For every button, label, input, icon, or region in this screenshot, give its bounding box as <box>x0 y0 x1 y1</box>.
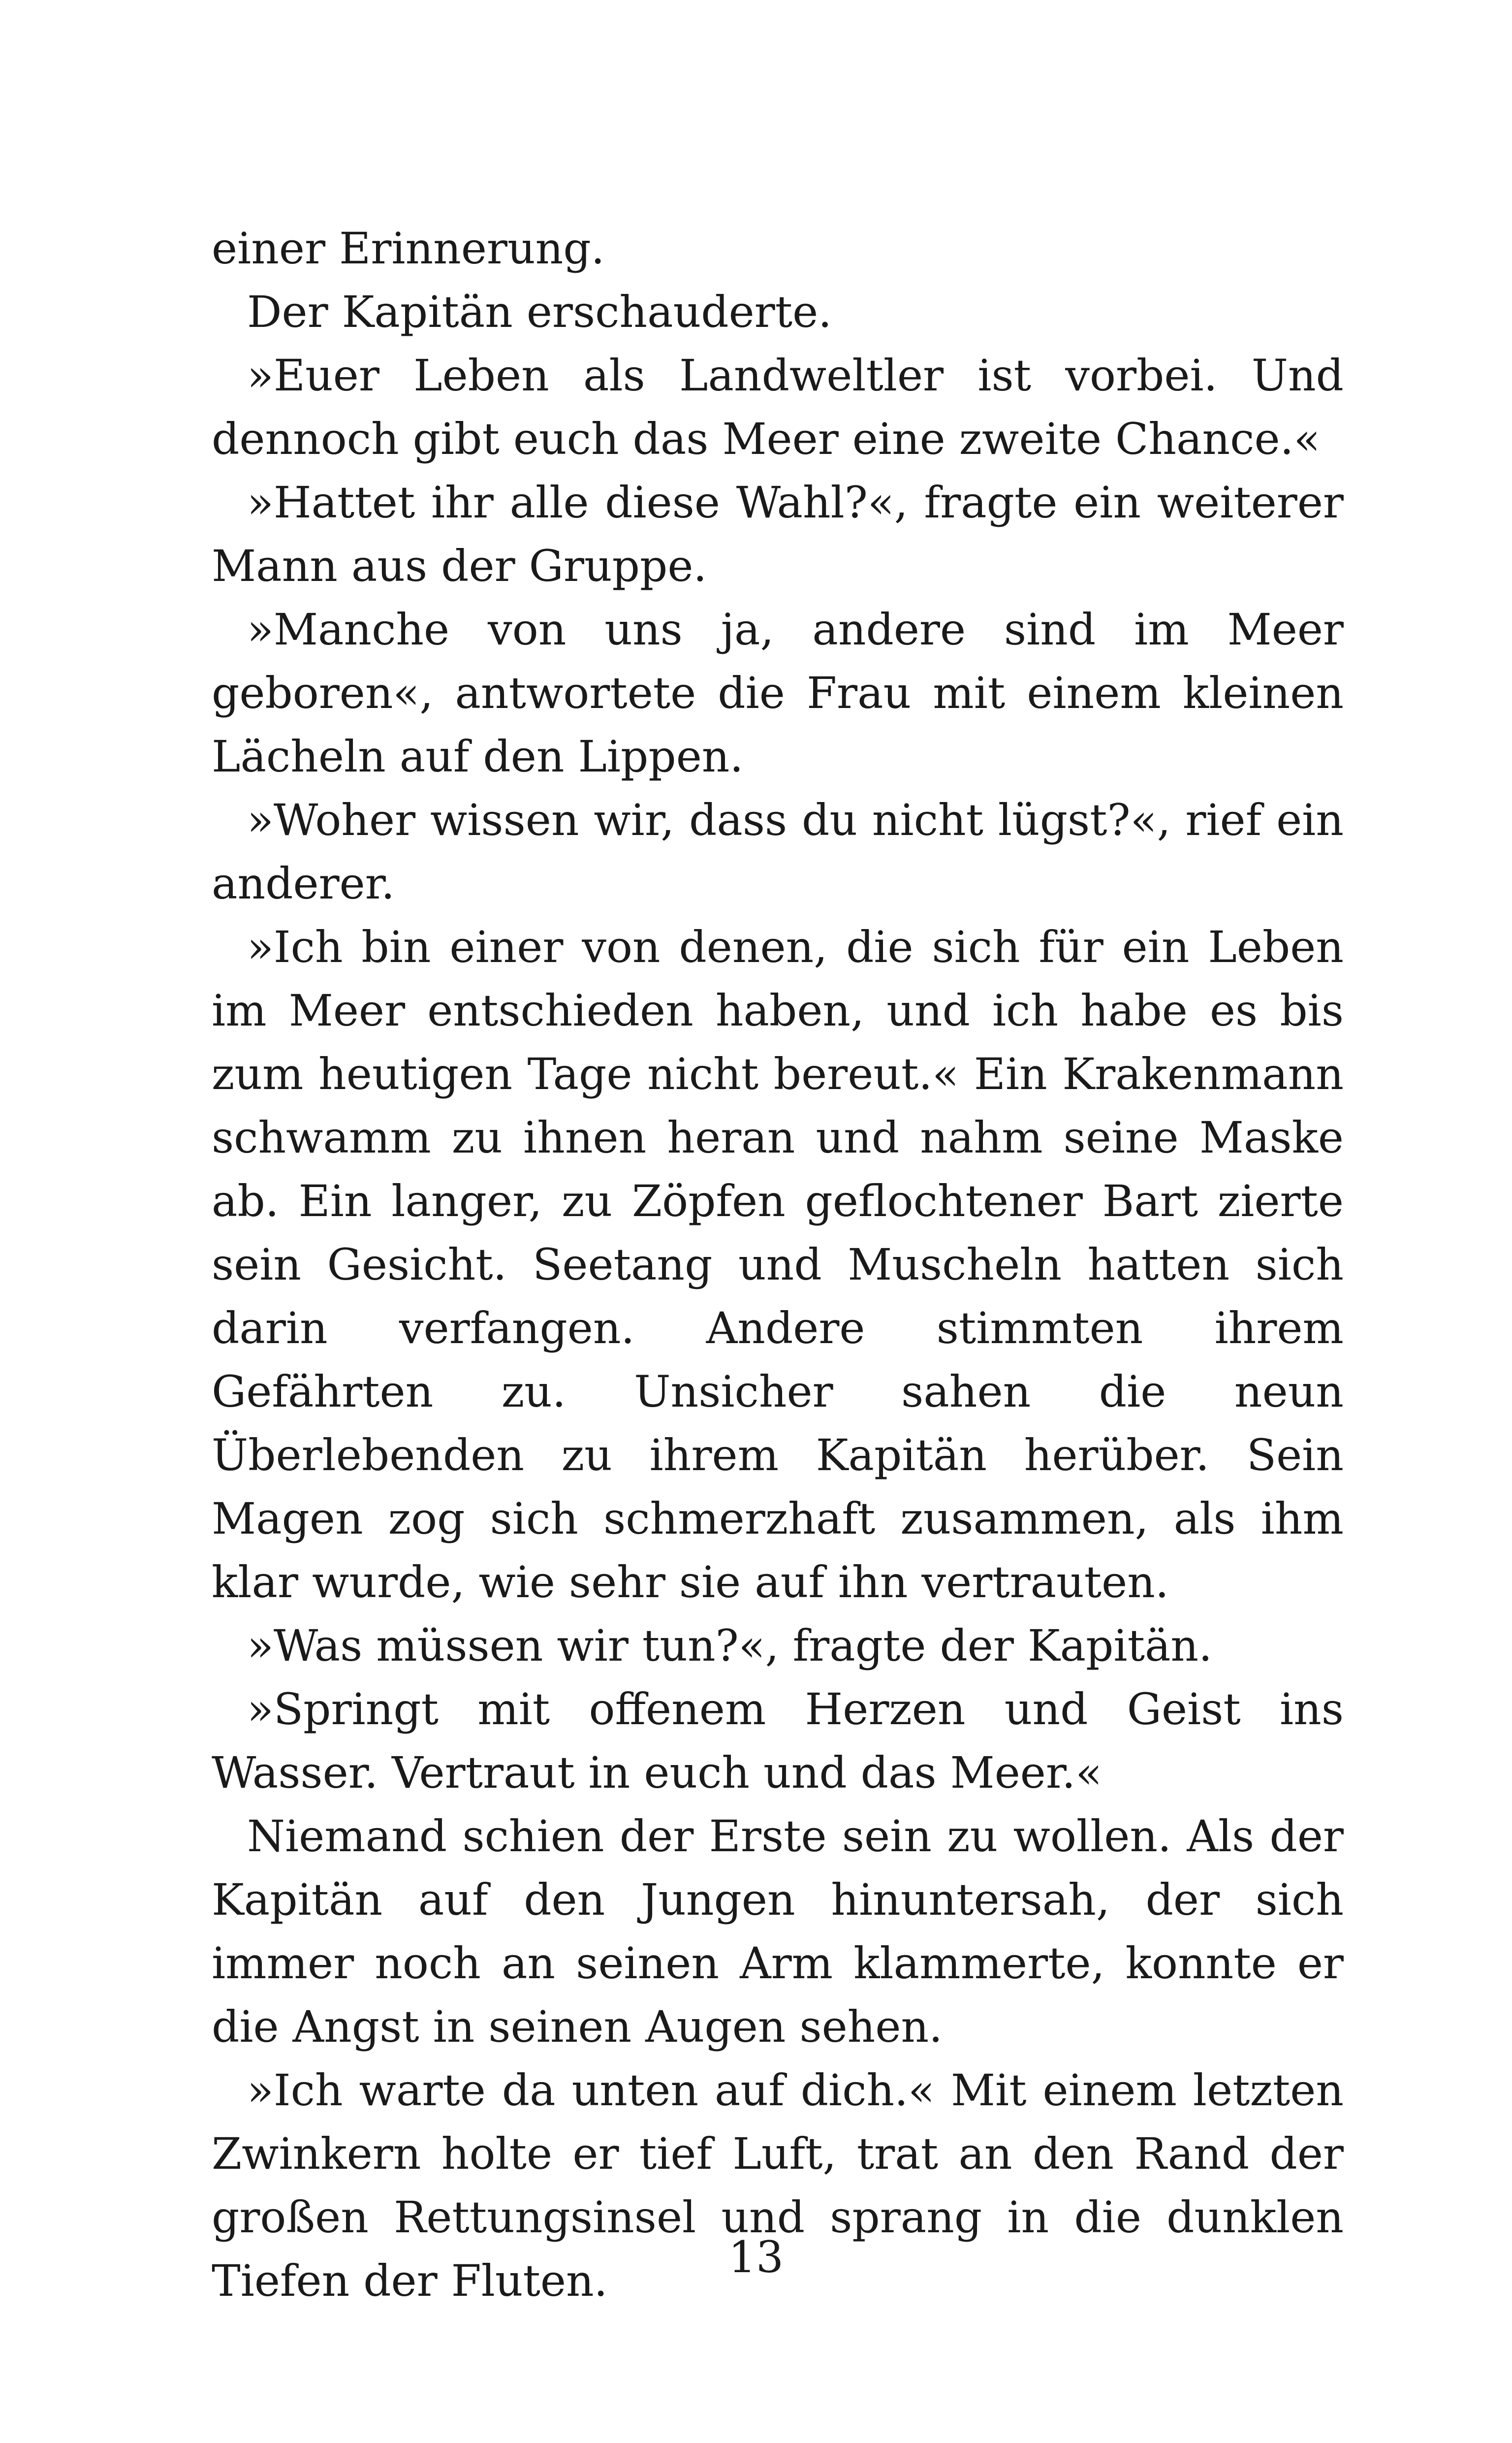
paragraph-continuation: einer Erinnerung. <box>212 223 605 274</box>
paragraph: »Was müssen wir tun?«, fragte der Kapitän. <box>247 1620 1213 1671</box>
paragraph: »Ich warte da unten auf dich.« Mit einem letzten Zwinkern holte er tief Luft, trat an den Rand der großen Rettungsinsel und sprang in die dunklen Tiefen der Fluten. <box>212 2065 1344 2306</box>
paragraph: »Manche von uns ja, andere sind im Meer geboren«, antwortete die Frau mit einem kleinen Lächeln auf den Lippen. <box>212 604 1344 782</box>
paragraph: »Euer Leben als Landweltler ist vorbei. Und dennoch gibt euch das Meer eine zweite Chance.« <box>212 350 1344 464</box>
page-number: 13 <box>728 2232 784 2282</box>
paragraph: Der Kapitän erschauderte. <box>247 287 832 337</box>
body-text <box>212 217 1344 2313</box>
paragraph: Niemand schien der Erste sein zu wollen. Als der Kapitän auf den Jungen hinuntersah, der sich immer noch an seinen Arm klammerte, konnte er die Angst in seinen Augen sehen. <box>212 1811 1344 2052</box>
paragraph: »Ich bin einer von denen, die sich für ein Leben im Meer entschieden haben, und ich habe es bis zum heutigen Tage nicht bereut.« Ein Krakenmann schwamm zu ihnen heran und nahm seine Maske ab. Ein langer, zu Zöpfen geflochtener Bart zierte sein Gesicht. Seetang und Muscheln hatten sich darin verfangen. Andere stimmten ihrem Gefährten zu. Unsicher sahen die neun Überlebenden zu ihrem Kapitän herüber. Sein Magen zog sich schmerzhaft zusammen, als ihm klar wurde, wie sehr sie auf ihn vertrauten. <box>212 922 1344 1607</box>
paragraph: »Hattet ihr alle diese Wahl?«, fragte ein weiterer Mann aus der Gruppe. <box>212 477 1344 591</box>
paragraph: »Springt mit offenem Herzen und Geist ins Wasser. Vertraut in euch und das Meer.« <box>212 1684 1344 1798</box>
paragraph: »Woher wissen wir, dass du nicht lügst?«, rief ein anderer. <box>212 795 1344 909</box>
